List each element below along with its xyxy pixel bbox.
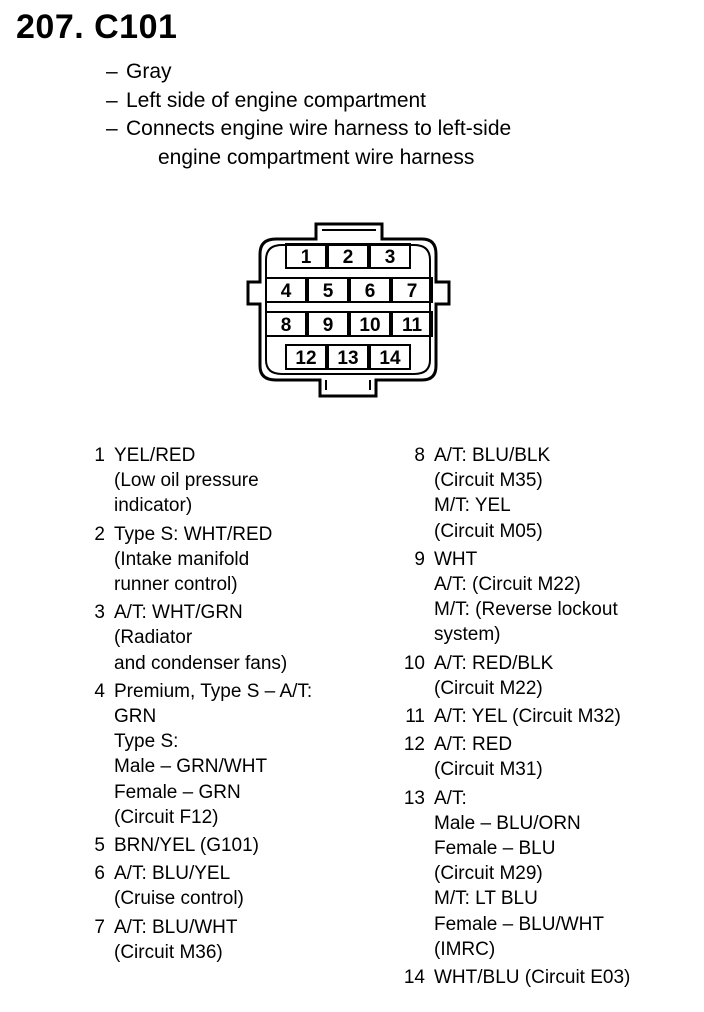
pin-number: 1 — [94, 445, 105, 466]
pin-description-line: WHT — [434, 548, 478, 570]
pin-entry-2 — [74, 522, 374, 598]
pin-entry-7 — [74, 915, 374, 965]
terminal-label: 4 — [280, 281, 292, 302]
pin-description-line: A/T: BLU/BLK — [434, 445, 551, 466]
pin-description-line: M/T: YEL — [434, 495, 511, 517]
pin-description-line: (Cruise control) — [114, 888, 244, 910]
pin-description-line: Female – BLU/WHT — [434, 913, 604, 935]
terminal-label: 12 — [295, 348, 317, 369]
pin-description-line: A/T: — [434, 787, 467, 809]
pin-description-line: (IMRC) — [434, 938, 496, 960]
pin-description-line: (Circuit M35) — [434, 470, 543, 492]
detail-dash: – — [106, 117, 118, 140]
pin-description — [114, 915, 374, 965]
terminal-label: 2 — [342, 247, 354, 268]
pin-number: 6 — [94, 863, 105, 885]
pin-description — [434, 732, 694, 782]
detail-location — [106, 87, 511, 116]
pin-description — [114, 443, 374, 519]
terminal-label: 6 — [364, 281, 376, 302]
pin-description-line: GRN — [114, 706, 157, 728]
pin-description-line: (Circuit M31) — [434, 759, 543, 781]
pin-list-left — [74, 443, 374, 968]
pin-entry-14 — [394, 965, 694, 990]
connector-diagram — [246, 214, 452, 404]
pin-number: 12 — [403, 734, 425, 756]
pin-description-line: A/T: YEL (Circuit M32) — [434, 706, 621, 728]
pin-entry-6 — [74, 861, 374, 911]
pin-description-line: (Intake manifold — [114, 548, 250, 570]
pin-entry-11 — [394, 704, 694, 729]
pin-list-right — [394, 443, 694, 993]
terminal-label: 10 — [359, 315, 381, 336]
connector-details — [106, 58, 511, 172]
detail-color — [106, 58, 511, 87]
pin-number: 10 — [403, 652, 425, 674]
pin-description — [434, 443, 694, 544]
terminal-label: 7 — [406, 281, 418, 302]
pin-entry-3 — [74, 600, 374, 676]
pin-description-line: (Circuit M29) — [434, 863, 543, 885]
pin-number: 13 — [403, 787, 425, 809]
pin-description — [434, 704, 694, 729]
pin-description-line: system) — [434, 624, 501, 646]
pin-description — [434, 651, 694, 701]
pin-description-line: (Circuit M05) — [434, 520, 543, 542]
pin-number: 2 — [94, 523, 105, 545]
pin-description-line: A/T: (Circuit M22) — [434, 574, 581, 596]
pin-entry-12 — [394, 732, 694, 782]
pin-description-line: indicator) — [114, 495, 193, 517]
pin-description-line: (Low oil pressure — [114, 470, 259, 492]
detail-text: Left side of engine compartment — [126, 88, 427, 112]
pin-description — [114, 833, 374, 858]
pin-description — [114, 522, 374, 598]
pin-entry-5 — [74, 833, 374, 858]
terminal-label: 13 — [337, 348, 359, 369]
pin-description-line: Type S: WHT/RED — [114, 523, 273, 545]
pin-description-line: Male – GRN/WHT — [114, 756, 268, 778]
detail-text: engine compartment wire harness — [158, 145, 475, 169]
pin-description-line: Premium, Type S – A/T: — [114, 680, 313, 702]
pin-entry-10 — [394, 651, 694, 701]
pin-number: 14 — [403, 967, 425, 989]
pin-description — [434, 786, 694, 962]
pin-entry-4 — [74, 679, 374, 830]
pin-description-line: A/T: RED/BLK — [434, 652, 554, 674]
pin-number: 3 — [94, 602, 105, 624]
pin-description-line: (Circuit F12) — [114, 806, 219, 828]
pin-description-line: WHT/BLU (Circuit E03) — [434, 967, 631, 989]
pin-number: 4 — [94, 680, 105, 702]
pin-description-line: BRN/YEL (G101) — [114, 835, 260, 857]
pin-description — [434, 547, 694, 648]
terminal-label: 9 — [322, 315, 334, 336]
pin-description-line: (Circuit M22) — [434, 677, 543, 699]
detail-connects-continued — [106, 144, 511, 173]
terminal-label: 11 — [401, 315, 423, 336]
pin-description-line: A/T: BLU/WHT — [114, 916, 238, 938]
pin-description-line: Male – BLU/ORN — [434, 812, 581, 834]
pin-entry-9 — [394, 547, 694, 648]
pin-description — [114, 861, 374, 911]
terminal-label: 5 — [322, 281, 334, 302]
pin-number: 11 — [405, 706, 425, 728]
pin-number: 5 — [94, 835, 105, 857]
pin-number: 8 — [414, 445, 425, 466]
detail-dash: – — [106, 88, 118, 112]
pin-description-line: YEL/RED — [114, 445, 196, 466]
pin-description — [114, 679, 374, 830]
detail-connects — [106, 115, 511, 144]
pin-description-line: M/T: LT BLU — [434, 888, 538, 910]
terminal-label: 8 — [280, 315, 292, 336]
pin-description-line: M/T: (Reverse lockout — [434, 599, 618, 621]
pin-entry-13 — [394, 786, 694, 962]
pin-description-line: A/T: WHT/GRN — [114, 602, 243, 624]
pin-description-line: (Radiator — [114, 627, 193, 649]
pin-description-line: Female – GRN — [114, 781, 241, 803]
terminal-label: 14 — [379, 348, 401, 369]
pin-description-line: runner control) — [114, 574, 238, 596]
pin-description-line: A/T: RED — [434, 734, 513, 756]
detail-text: Gray — [126, 60, 172, 83]
pin-description-line: A/T: BLU/YEL — [114, 863, 231, 885]
pin-description — [434, 965, 694, 990]
pin-number: 9 — [414, 548, 425, 570]
pin-entry-1 — [74, 443, 374, 519]
pin-description-line: Type S: — [114, 731, 179, 753]
terminal-label: 1 — [300, 247, 312, 268]
pin-number: 7 — [94, 916, 105, 938]
page-title: 207. C101 — [16, 8, 178, 46]
pin-description-line: and condenser fans) — [114, 652, 288, 674]
detail-dash: – — [106, 60, 118, 83]
pin-description-line: Female – BLU — [434, 838, 556, 860]
pin-description — [114, 600, 374, 676]
pin-description-line: (Circuit M36) — [114, 941, 223, 963]
detail-text: Connects engine wire harness to left-side — [126, 117, 512, 140]
terminal-label: 3 — [384, 247, 396, 268]
pin-entry-8 — [394, 443, 694, 544]
